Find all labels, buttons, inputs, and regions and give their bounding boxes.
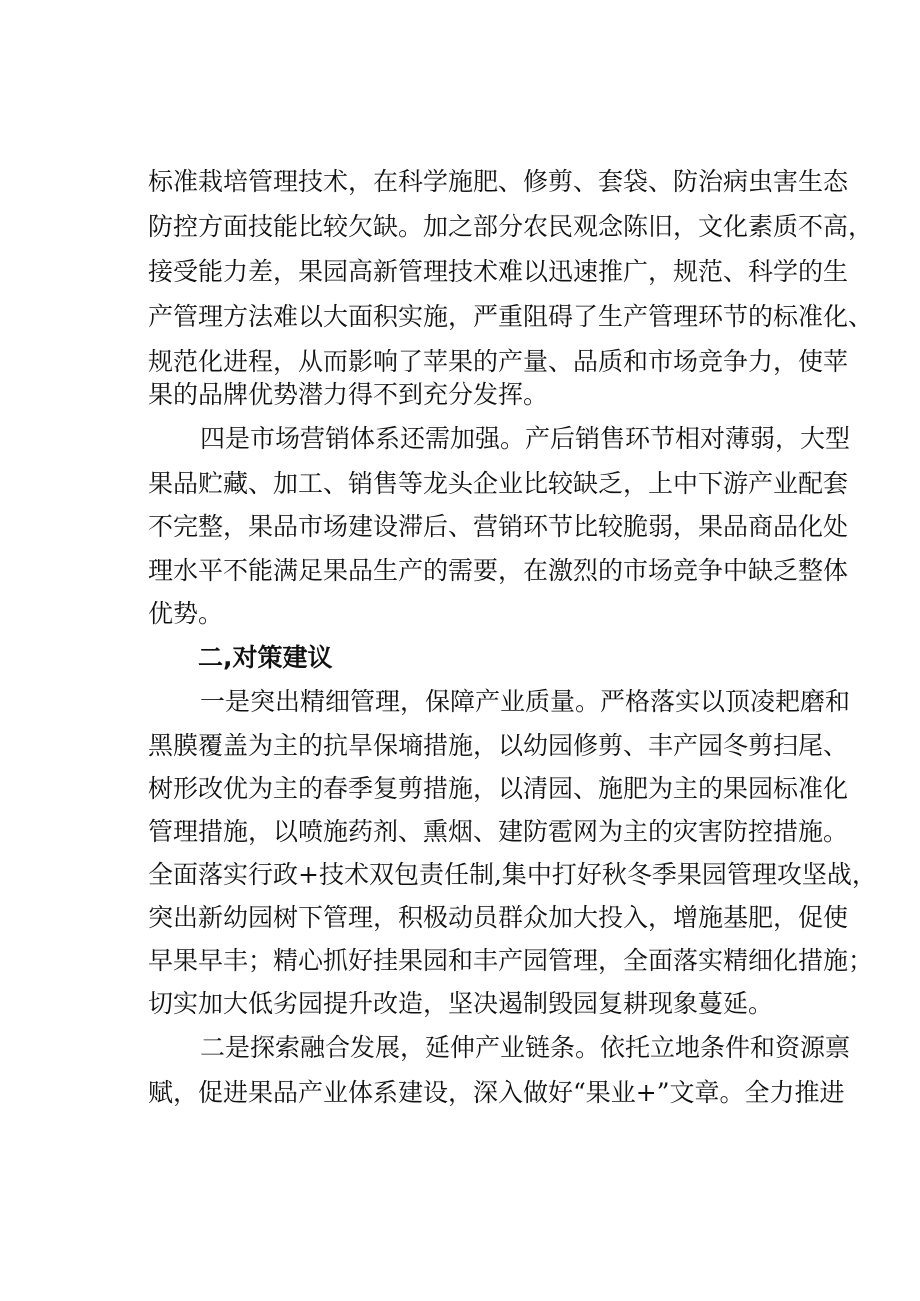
- paragraph-1-line-3: 接受能力差，果园高新管理技术难以迅速推广，规范、科学的生: [148, 257, 849, 286]
- paragraph-3-line-1: 一是突出精细管理，保障产业质量。严格落实以顶凌耙磨和: [200, 687, 851, 716]
- paragraph-1-line-4: 产管理方法难以大面积实施，严重阻碍了生产管理环节的标准化、: [148, 302, 874, 331]
- paragraph-2-line-5: 优势。: [148, 599, 224, 628]
- paragraph-1-line-2: 防控方面技能比较欠缺。加之部分农民观念陈旧，文化素质不高，: [148, 212, 874, 241]
- paragraph-1-line-5: 规范化进程，从而影响了苹果的产量、品质和市场竞争力，使苹: [148, 347, 849, 376]
- paragraph-3-line-3: 树形改优为主的春季复剪措施，以清园、施肥为主的果园标准化: [148, 774, 849, 803]
- paragraph-2-line-1: 四是市场营销体系还需加强。产后销售环节相对薄弱，大型: [200, 424, 851, 453]
- paragraph-2-line-3: 不完整，果品市场建设滞后、营销环节比较脆弱，果品商品化处: [148, 512, 849, 541]
- paragraph-2-line-2: 果品贮藏、加工、销售等龙头企业比较缺乏，上中下游产业配套: [148, 469, 849, 498]
- paragraph-3-line-7: 早果早丰；精心抓好挂果园和丰产园管理，全面落实精细化措施；: [148, 946, 874, 975]
- paragraph-1-line-6: 果的品牌优势潜力得不到充分发挥。: [148, 380, 549, 409]
- paragraph-3-line-2: 黑膜覆盖为主的抗旱保墒措施，以幼园修剪、丰产园冬剪扫尾、: [148, 731, 849, 760]
- paragraph-4-line-1: 二是探索融合发展，延伸产业链条。依托立地条件和资源禀: [200, 1033, 851, 1062]
- paragraph-4-line-2: 赋，促进果品产业体系建设，深入做好“果业+”文章。全力推进: [148, 1078, 845, 1107]
- paragraph-3-line-4: 管理措施，以喷施药剂、熏烟、建防雹网为主的灾害防控措施。: [148, 817, 849, 846]
- paragraph-3-line-8: 切实加大低劣园提升改造，坚决遏制毁园复耕现象蔓延。: [148, 989, 774, 1018]
- paragraph-1-line-1: 标准栽培管理技术，在科学施肥、修剪、套袋、防治病虫害生态: [148, 167, 849, 196]
- paragraph-3-line-6: 突出新幼园树下管理，积极动员群众加大投入，增施基肥，促使: [148, 903, 849, 932]
- paragraph-2-line-4: 理水平不能满足果品生产的需要，在激烈的市场竞争中缺乏整体: [148, 556, 849, 585]
- paragraph-3-line-5: 全面落实行政+技术双包责任制,集中打好秋冬季果园管理攻坚战，: [148, 860, 877, 889]
- section-heading: 二,对策建议: [198, 643, 333, 672]
